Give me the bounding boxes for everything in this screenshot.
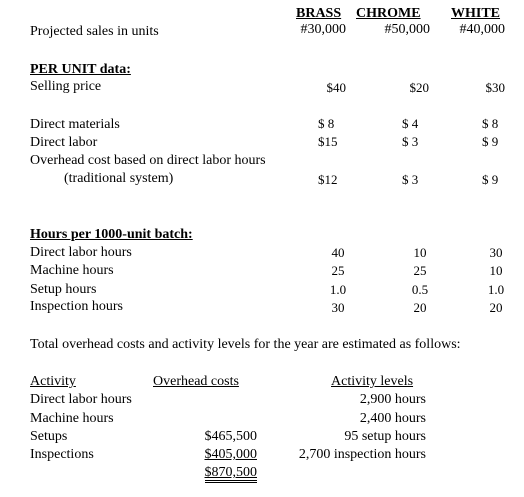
machine-hours-chrome: 25 xyxy=(413,263,427,278)
inspection-hours-chrome: 20 xyxy=(413,300,427,315)
overhead-costs-header: Overhead costs xyxy=(153,374,239,389)
projected-sales-label: Projected sales in units xyxy=(30,24,159,39)
activity-level-machine: 2,400 hours xyxy=(359,411,426,426)
overhead-white: $ 9 xyxy=(482,172,499,187)
overhead-label-line2: (traditional system) xyxy=(64,171,174,186)
direct-materials-white: $ 8 xyxy=(482,116,499,131)
activity-level-setups: 95 setup hours xyxy=(344,429,426,444)
activity-row-inspections: Inspections xyxy=(30,447,94,462)
selling-price-label: Selling price xyxy=(30,79,102,94)
total-overhead-cost: $870,500 xyxy=(205,465,258,483)
selling-price-white: $30 xyxy=(485,80,505,95)
direct-materials-label: Direct materials xyxy=(30,117,120,132)
activity-row-setups: Setups xyxy=(30,429,68,444)
units-brass: #30,000 xyxy=(300,22,346,37)
activity-cost-inspections: $405,000 xyxy=(204,447,257,462)
selling-price-brass: $40 xyxy=(326,80,346,95)
overhead-brass: $12 xyxy=(318,172,338,187)
inspection-hours-white: 20 xyxy=(489,300,503,315)
direct-labor-brass: $15 xyxy=(318,134,338,149)
dl-hours-chrome: 10 xyxy=(413,245,427,260)
per-unit-heading: PER UNIT data: xyxy=(30,62,131,77)
product-header-white: WHITE xyxy=(451,6,501,21)
product-header-chrome: CHROME xyxy=(356,6,421,21)
selling-price-chrome: $20 xyxy=(409,80,429,95)
activity-levels-header: Activity levels xyxy=(331,374,414,389)
hours-heading: Hours per 1000-unit batch: xyxy=(30,227,193,242)
activity-row-machine: Machine hours xyxy=(30,411,114,426)
dl-hours-white: 30 xyxy=(489,245,503,260)
dl-hours-brass: 40 xyxy=(331,245,345,260)
direct-labor-white: $ 9 xyxy=(482,134,499,149)
dl-hours-label: Direct labor hours xyxy=(30,245,132,260)
total-overhead-sentence: Total overhead costs and activity levels for the year are estimated as follows: xyxy=(30,337,461,352)
setup-hours-chrome: 0.5 xyxy=(411,282,429,297)
activity-level-inspections: 2,700 inspection hours xyxy=(298,447,426,462)
overhead-label-line1: Overhead cost based on direct labor hours xyxy=(30,153,266,168)
overhead-chrome: $ 3 xyxy=(402,172,419,187)
activity-level-dl: 2,900 hours xyxy=(359,392,426,407)
direct-materials-brass: $ 8 xyxy=(318,116,335,131)
activity-header: Activity xyxy=(30,374,76,389)
activity-row-dl: Direct labor hours xyxy=(30,392,132,407)
direct-labor-chrome: $ 3 xyxy=(402,134,419,149)
machine-hours-white: 10 xyxy=(489,263,503,278)
machine-hours-label: Machine hours xyxy=(30,263,114,278)
direct-materials-chrome: $ 4 xyxy=(402,116,419,131)
units-chrome: #50,000 xyxy=(384,22,430,37)
inspection-hours-brass: 30 xyxy=(331,300,345,315)
setup-hours-white: 1.0 xyxy=(487,282,505,297)
setup-hours-label: Setup hours xyxy=(30,282,97,297)
setup-hours-brass: 1.0 xyxy=(329,282,347,297)
product-header-brass: BRASS xyxy=(296,6,342,21)
units-white: #40,000 xyxy=(459,22,505,37)
inspection-hours-label: Inspection hours xyxy=(30,299,123,314)
machine-hours-brass: 25 xyxy=(331,263,345,278)
direct-labor-label: Direct labor xyxy=(30,135,98,150)
activity-cost-setups: $465,500 xyxy=(204,429,257,444)
